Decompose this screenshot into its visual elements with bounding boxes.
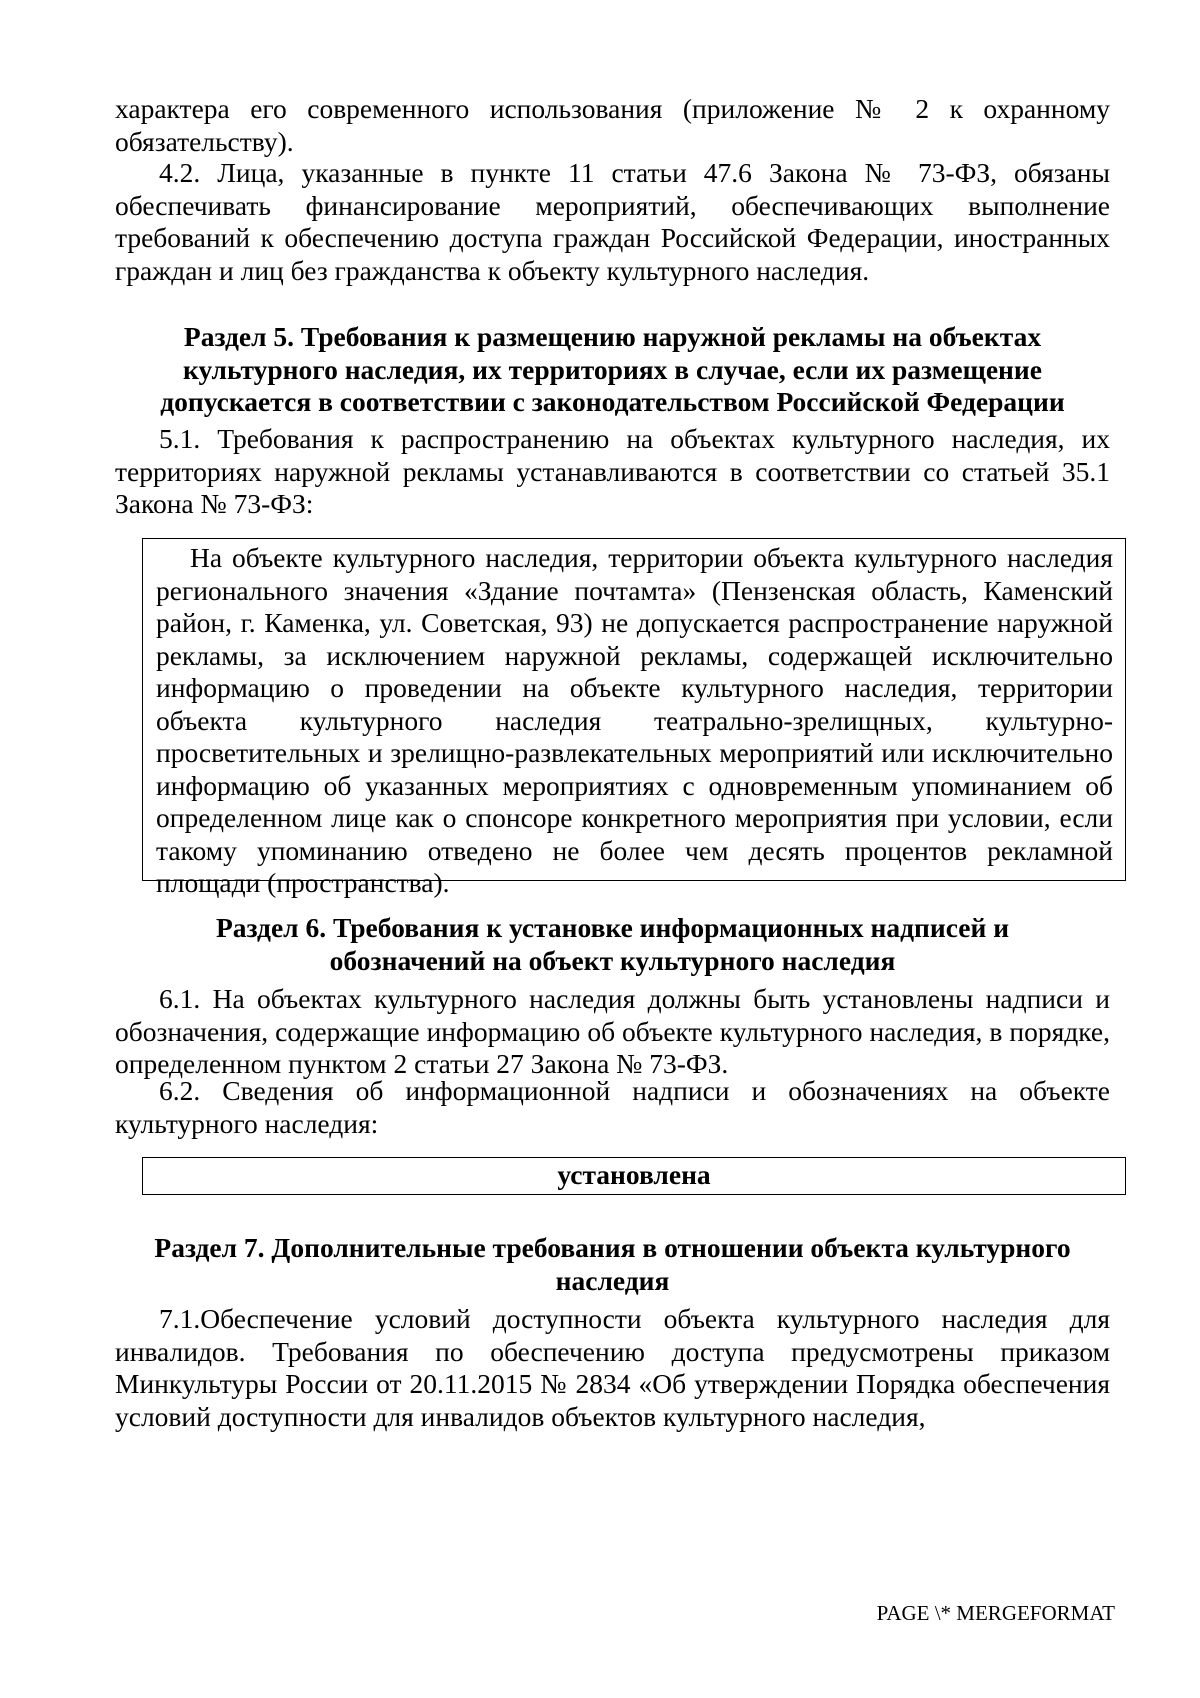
paragraph-7-1: 7.1.Обеспечение условий доступности объекта культурного наследия для инвалидов. Требования по обеспечению доступа предусмотрены приказом Минкультуры России от 20.11.2015 № 2834 «Об утверждении Порядка обеспечения условий доступности для инвалидов объектов культурного наследия, xyxy=(115,1303,1110,1432)
paragraph-6-1: 6.1. На объектах культурного наследия должны быть установлены надписи и обозначения, содержащие информацию об объекте культурного наследия, в порядке, определенном пунктом 2 статьи 27 Закона № 73-ФЗ. xyxy=(115,983,1110,1079)
section-5-heading-line-2: культурного наследия, их территориях в случае, если их размещение xyxy=(183,353,1042,385)
paragraph-6-2: 6.2. Сведения об информационной надписи и обозначениях на объекте культурного наследия: xyxy=(115,1075,1110,1139)
paragraph-continuation: характера его современного использования (приложение № 2 к охранному обязательству). xyxy=(115,93,1110,157)
section-5-heading xyxy=(115,321,1110,419)
section-6-heading-line-1: Раздел 6. Требования к установке информационных надписей и xyxy=(215,912,1010,943)
paragraph-5-1: 5.1. Требования к распространению на объектах культурного наследия, их территориях наружной рекламы устанавливаются в соответствии со статьей 35.1 Закона № 73-ФЗ: xyxy=(115,423,1110,519)
advertising-requirements-text: На объекте культурного наследия, территории объекта культурного наследия регионального значения «Здание почтамта» (Пензенская область, Каменский район, г. Каменка, ул. Советская, 93) не допускается распространение наружной рекламы, за исключением наружной рекламы, содержащей исключительно информацию о проведении на объекте культурного наследия, территории объекта культурного наследия театрально-зрелищных, культурно-просветительных и зрелищно-развлекательных мероприятий или исключительно информацию об указанных мероприятиях с одновременным упоминанием об определенном лице как о спонсоре конкретного мероприятия при условии, если такому упоминанию отведено не более чем десять процентов рекламной площади (пространства). xyxy=(156,542,1113,898)
section-7-heading-line-2: наследия xyxy=(555,1264,670,1296)
page-number-field: PAGE \* MERGEFORMAT xyxy=(876,1601,1115,1625)
inscription-status-box xyxy=(142,1157,1126,1195)
section-6-heading xyxy=(115,912,1110,977)
section-5-heading-line-1: Раздел 5. Требования к размещению наружной рекламы на объектах xyxy=(183,321,1042,352)
section-6-heading-line-2: обозначений на объект культурного наследия xyxy=(329,944,896,976)
paragraph-4-2: 4.2. Лица, указанные в пункте 11 статьи 47.6 Закона № 73-ФЗ, обязаны обеспечивать финансирование мероприятий, обеспечивающих выполнение требований к обеспечению доступа граждан Российской Федерации, иностранных граждан и лиц без гражданства к объекту культурного наследия. xyxy=(115,157,1110,286)
inscription-status-value: установлена xyxy=(557,1159,711,1190)
section-5-heading-line-3: допускается в соответствии с законодательством Российской Федерации xyxy=(160,386,1065,417)
section-7-heading xyxy=(115,1232,1110,1297)
section-7-heading-line-1: Раздел 7. Дополнительные требования в отношении объекта культурного xyxy=(154,1232,1071,1263)
advertising-requirements-box xyxy=(142,538,1126,898)
